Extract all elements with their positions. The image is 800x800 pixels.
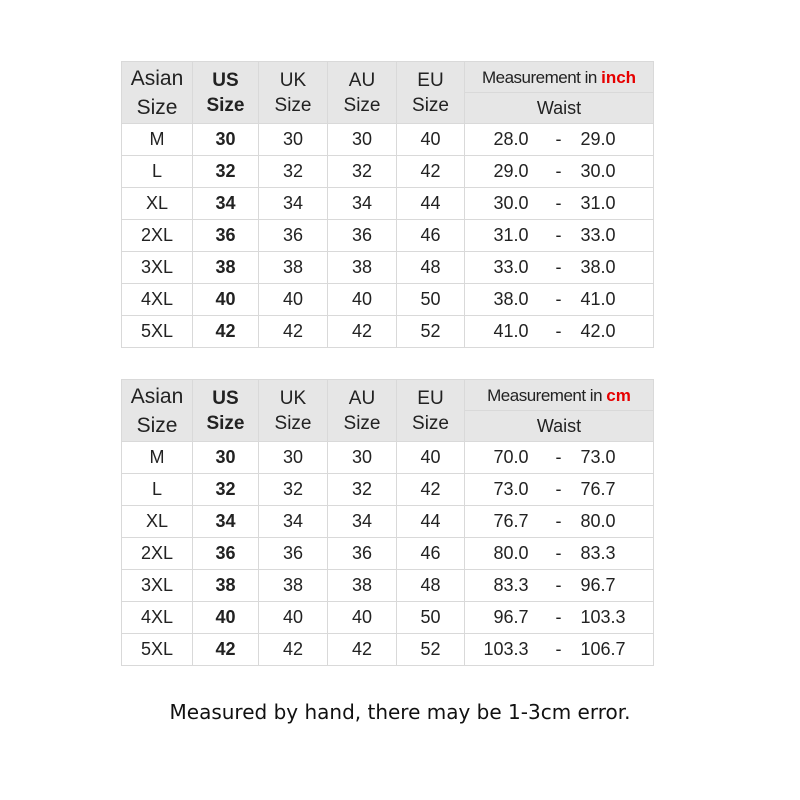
- cell-eu: 40: [397, 442, 465, 474]
- header-au-line2: Size: [343, 94, 381, 116]
- header-eu-line1: EU: [417, 69, 444, 91]
- cell-eu: 42: [397, 156, 465, 188]
- cell-au: 34: [328, 506, 397, 538]
- cell-au: 34: [328, 188, 397, 220]
- cell-waist-dash: -: [541, 570, 577, 602]
- cell-eu: 46: [397, 220, 465, 252]
- cell-eu: 48: [397, 570, 465, 602]
- table-header: [122, 62, 654, 124]
- cell-asian: 3XL: [122, 570, 193, 602]
- measurement-prefix: Measurement in: [487, 385, 603, 405]
- cell-waist-min: 83.3: [465, 570, 541, 602]
- header-uk-size: [259, 62, 328, 124]
- cell-au: 38: [328, 570, 397, 602]
- cell-us: 32: [193, 474, 259, 506]
- measurement-unit: inch: [601, 67, 637, 87]
- cell-us: 30: [193, 124, 259, 156]
- header-au-size: [328, 380, 397, 442]
- cell-waist-min: 30.0: [465, 188, 541, 220]
- cell-uk: 38: [259, 252, 328, 284]
- cell-us: 32: [193, 156, 259, 188]
- cell-eu: 44: [397, 188, 465, 220]
- header-uk-size: [259, 380, 328, 442]
- table-row: [122, 316, 654, 348]
- cell-asian: 2XL: [122, 538, 193, 570]
- cell-au: 42: [328, 634, 397, 666]
- cell-waist-min: 96.7: [465, 602, 541, 634]
- cell-uk: 42: [259, 316, 328, 348]
- cell-waist-min: 29.0: [465, 156, 541, 188]
- header-eu-line1: EU: [417, 387, 444, 409]
- table-row: [122, 634, 654, 666]
- table-row: [122, 252, 654, 284]
- cell-waist-max: 76.7: [577, 474, 654, 506]
- cell-au: 32: [328, 156, 397, 188]
- cell-waist-max: 33.0: [577, 220, 654, 252]
- header-uk-line1: UK: [279, 387, 307, 409]
- cell-us: 30: [193, 442, 259, 474]
- cell-waist-dash: -: [541, 188, 577, 220]
- cell-au: 30: [328, 442, 397, 474]
- header-waist: Waist: [465, 411, 654, 442]
- cell-eu: 44: [397, 506, 465, 538]
- header-au-size: [328, 62, 397, 124]
- cell-eu: 52: [397, 634, 465, 666]
- table-row: [122, 442, 654, 474]
- cell-waist-min: 28.0: [465, 124, 541, 156]
- table-body: [122, 442, 654, 666]
- cell-waist-min: 103.3: [465, 634, 541, 666]
- cell-asian: XL: [122, 506, 193, 538]
- table-row: [122, 602, 654, 634]
- cell-waist-dash: -: [541, 156, 577, 188]
- table-row: [122, 220, 654, 252]
- cell-asian: 5XL: [122, 634, 193, 666]
- cell-us: 40: [193, 284, 259, 316]
- cell-eu: 48: [397, 252, 465, 284]
- table-row: [122, 156, 654, 188]
- cell-waist-min: 31.0: [465, 220, 541, 252]
- cell-us: 42: [193, 316, 259, 348]
- size-table-cm: [121, 379, 654, 666]
- cell-waist-max: 29.0: [577, 124, 654, 156]
- cell-us: 38: [193, 570, 259, 602]
- cell-uk: 42: [259, 634, 328, 666]
- table-header: [122, 380, 654, 442]
- cell-uk: 34: [259, 188, 328, 220]
- header-eu-line2: Size: [412, 94, 449, 116]
- cell-eu: 50: [397, 284, 465, 316]
- cell-uk: 40: [259, 284, 328, 316]
- cell-waist-max: 30.0: [577, 156, 654, 188]
- header-waist: Waist: [465, 93, 654, 124]
- header-us-line2: Size: [206, 412, 245, 434]
- cell-waist-min: 41.0: [465, 316, 541, 348]
- cell-asian: XL: [122, 188, 193, 220]
- cell-waist-max: 96.7: [577, 570, 654, 602]
- cell-eu: 42: [397, 474, 465, 506]
- cell-asian: L: [122, 474, 193, 506]
- header-us-line2: Size: [206, 94, 245, 116]
- header-au-line1: AU: [348, 387, 376, 409]
- header-us-size: [193, 62, 259, 124]
- table-row: [122, 538, 654, 570]
- cell-waist-max: 103.3: [577, 602, 654, 634]
- header-asian-line2: Size: [136, 413, 178, 437]
- cell-au: 40: [328, 284, 397, 316]
- cell-asian: 2XL: [122, 220, 193, 252]
- cell-uk: 30: [259, 442, 328, 474]
- cell-waist-dash: -: [541, 474, 577, 506]
- cell-waist-max: 73.0: [577, 442, 654, 474]
- cell-us: 34: [193, 506, 259, 538]
- cell-us: 38: [193, 252, 259, 284]
- cell-uk: 32: [259, 156, 328, 188]
- cell-waist-max: 83.3: [577, 538, 654, 570]
- header-eu-line2: Size: [412, 412, 449, 434]
- header-asian-size: [122, 62, 193, 124]
- cell-au: 38: [328, 252, 397, 284]
- table-row: [122, 506, 654, 538]
- cell-waist-max: 41.0: [577, 284, 654, 316]
- cell-waist-max: 42.0: [577, 316, 654, 348]
- cell-asian: M: [122, 442, 193, 474]
- cell-waist-min: 38.0: [465, 284, 541, 316]
- cell-waist-dash: -: [541, 124, 577, 156]
- cell-waist-max: 80.0: [577, 506, 654, 538]
- table-row: [122, 474, 654, 506]
- header-asian-line1: Asian: [130, 384, 184, 408]
- cell-asian: 5XL: [122, 316, 193, 348]
- header-uk-line2: Size: [274, 412, 312, 434]
- cell-waist-dash: -: [541, 602, 577, 634]
- header-measurement: [465, 380, 654, 411]
- cell-uk: 34: [259, 506, 328, 538]
- cell-waist-dash: -: [541, 442, 577, 474]
- cell-asian: 4XL: [122, 284, 193, 316]
- cell-uk: 30: [259, 124, 328, 156]
- cell-us: 34: [193, 188, 259, 220]
- header-asian-size: [122, 380, 193, 442]
- cell-waist-min: 33.0: [465, 252, 541, 284]
- header-uk-line1: UK: [279, 69, 307, 91]
- header-eu-size: [397, 380, 465, 442]
- cell-uk: 38: [259, 570, 328, 602]
- cell-au: 32: [328, 474, 397, 506]
- header-eu-size: [397, 62, 465, 124]
- cell-waist-min: 73.0: [465, 474, 541, 506]
- cell-waist-max: 38.0: [577, 252, 654, 284]
- cell-au: 40: [328, 602, 397, 634]
- cell-eu: 40: [397, 124, 465, 156]
- size-table-inch: [121, 61, 654, 348]
- cell-eu: 52: [397, 316, 465, 348]
- header-asian-line1: Asian: [130, 66, 184, 90]
- header-asian-line2: Size: [136, 95, 178, 119]
- cell-asian: 4XL: [122, 602, 193, 634]
- cell-waist-min: 80.0: [465, 538, 541, 570]
- cell-uk: 32: [259, 474, 328, 506]
- table-row: [122, 284, 654, 316]
- cell-au: 36: [328, 538, 397, 570]
- cell-au: 42: [328, 316, 397, 348]
- cell-waist-max: 31.0: [577, 188, 654, 220]
- cell-uk: 36: [259, 538, 328, 570]
- cell-asian: L: [122, 156, 193, 188]
- measurement-note: Measured by hand, there may be 1-3cm error.: [169, 700, 631, 724]
- header-uk-line2: Size: [274, 94, 312, 116]
- cell-waist-dash: -: [541, 538, 577, 570]
- cell-au: 36: [328, 220, 397, 252]
- measurement-unit: cm: [606, 385, 631, 405]
- cell-waist-min: 76.7: [465, 506, 541, 538]
- cell-eu: 50: [397, 602, 465, 634]
- cell-us: 42: [193, 634, 259, 666]
- table-row: [122, 570, 654, 602]
- header-us-line1: US: [212, 69, 239, 91]
- measurement-prefix: Measurement in: [481, 67, 597, 87]
- header-us-line1: US: [212, 387, 239, 409]
- table-row: [122, 188, 654, 220]
- table-body: [122, 124, 654, 348]
- cell-waist-dash: -: [541, 634, 577, 666]
- cell-us: 36: [193, 538, 259, 570]
- cell-uk: 40: [259, 602, 328, 634]
- cell-asian: M: [122, 124, 193, 156]
- table-row: [122, 124, 654, 156]
- header-au-line1: AU: [348, 69, 376, 91]
- cell-eu: 46: [397, 538, 465, 570]
- cell-au: 30: [328, 124, 397, 156]
- cell-waist-dash: -: [541, 220, 577, 252]
- cell-waist-dash: -: [541, 506, 577, 538]
- header-measurement: [465, 62, 654, 93]
- cell-waist-max: 106.7: [577, 634, 654, 666]
- cell-waist-dash: -: [541, 284, 577, 316]
- cell-waist-dash: -: [541, 252, 577, 284]
- cell-us: 40: [193, 602, 259, 634]
- cell-waist-dash: -: [541, 316, 577, 348]
- cell-uk: 36: [259, 220, 328, 252]
- cell-waist-min: 70.0: [465, 442, 541, 474]
- cell-us: 36: [193, 220, 259, 252]
- header-us-size: [193, 380, 259, 442]
- header-au-line2: Size: [343, 412, 381, 434]
- cell-asian: 3XL: [122, 252, 193, 284]
